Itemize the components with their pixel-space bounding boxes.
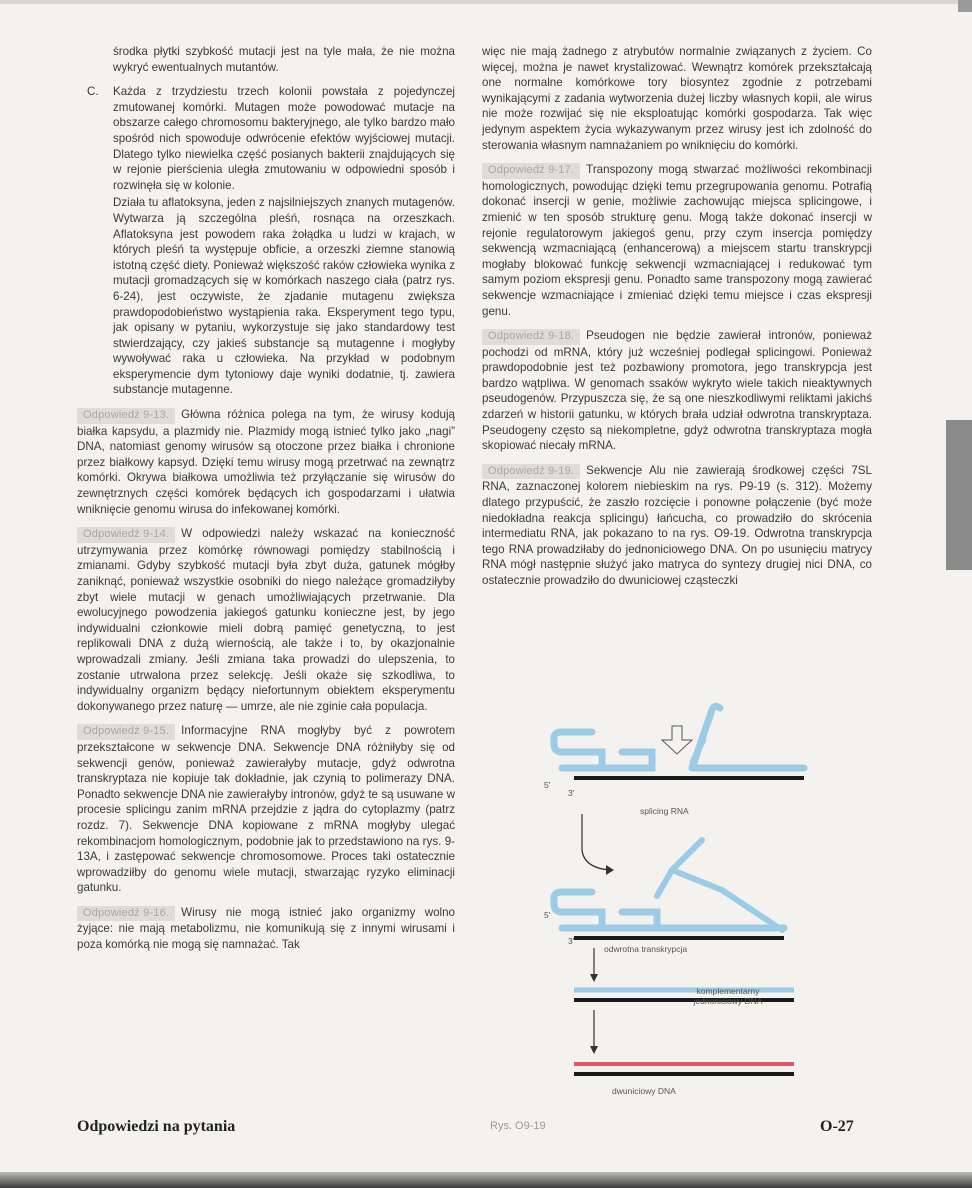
chapter-thumb-tab — [946, 420, 972, 570]
three-prime-label-top: 3' — [568, 788, 575, 798]
answer-label: Odpowiedź 9-18. — [482, 329, 580, 345]
item-c-text: Każda z trzydziestu trzech kolonii powstała z pojedynczej zmutowanej komórki. Mutagen może powodować mutacje na obszarze całego chromosomu bakteryjnego, ale tylko bardzo mało spośród nich spowoduje odwrócenie efektów wyjściowej mutacji. Dlatego tylko niewielka część posianych bakterii znajdujących się w rejonie pierścienia uległa zmutowaniu w odpowiedni sposób i rozwinęła się w kolonie. — [113, 85, 455, 192]
rt-label: odwrotna transkrypcja — [604, 944, 688, 954]
item-c-marker: C. — [87, 85, 99, 99]
ssdna-label: komplementarny jednoniciowy DNA — [693, 986, 763, 1006]
page-top-edge — [0, 0, 972, 4]
figure-caption: Rys. O9-19 — [490, 1120, 546, 1132]
rna-mid-arm — [657, 840, 702, 896]
page-corner-mark — [958, 0, 972, 12]
rna-small-loop — [602, 752, 652, 768]
answer-label: Odpowiedź 9-16. — [77, 906, 175, 922]
synthesis-arrow-head — [590, 1046, 598, 1054]
rna-structure-middle — [554, 840, 784, 930]
answer-label: Odpowiedź 9-13. — [77, 408, 175, 424]
five-prime-label-mid: 5' — [544, 910, 551, 920]
rna-mid-small-loop — [602, 912, 657, 928]
splicing-label: splicing RNA — [640, 806, 689, 816]
five-prime-label-top: 5' — [544, 780, 551, 790]
figure-diagram — [482, 700, 872, 1120]
answer-text: W odpowiedzi należy wskazać na konieczność utrzymywania przez komórkę równowagi pomiędzy stabilnością i zmianami. Gdyby szybkość mutacji była zbyt duża, gatunek mógłby zaniknąć, ponieważ wszystkie osobniki do niego należące gromadziłyby zbyt wiele mutacji w genach umożliwiających przetrwanie. Dla ewolucyjnego powodzenia jakiegoś gatunku konieczne jest, by jego indywidualni członkowie mieli dobrą pamięć genetyczną, to jest replikowali DNA z dużą wiernością, ale także i to, by okazjonalnie wprowadzali zmiany. Jeśli zmiana taka prowadzi do ulepszenia, to zostanie utrwalona przez selekcję. Jeśli okaże się szkodliwa, to indywidualny organizm będący niefortunnym obiektem eksperymentu dokonywanego przez naturę — umrze, ale nie zginie cała populacja. — [77, 527, 455, 713]
answer-9-17 — [482, 162, 872, 319]
dsdna-label: dwuniciowy DNA — [612, 1086, 676, 1096]
rna-mid-arm2 — [672, 870, 782, 930]
curved-arrow-head — [606, 865, 614, 875]
answer-text: Transpozony mogą stwarzać możliwości rekombinacji homologicznych, powodując dzięki temu przegrupowania genomu. Potrafią dokonać insercji w genie, możliwie zachowując miejsca splicingowe, i zmienić w ten sposób strukturę genu. Mogą także dokonać insercji w rejonie regulatorowym jakiegoś genu, przy czym insercja pomiędzy sekwencją wzmacniającą (enhancerową) a miejscem startu transkrypcji mogłaby blokować funkcję sekwencji wzmacniającej i redukować tym samym poziom ekspresji genu. Ponadto same transpozony mogą zawierać sekwencje wzmacniające i zmieniać dzięki temu miejsce i czas ekspresji genu. — [482, 163, 872, 318]
answer-label: Odpowiedź 9-19. — [482, 464, 580, 480]
footer-section-title: Odpowiedzi na pytania — [77, 1118, 236, 1135]
item-c — [77, 84, 455, 398]
answer-text: Pseudogen nie będzie zawierał intronów, ponieważ pochodzi od mRNA, który już wcześniej podlegał splicingowi. Ponieważ prawdopodobnie jest też pozbawiony promotora, jego transkrypcja jest bardzo wątpliwa. W genomach ssaków wykryto wiele takich nieaktywnych pseudogenów. Przypuszcza się, że są one nieszkodliwymi reliktami jakichś zdarzeń w historii gatunku, w których brała udział odwrotna transkryptaza. Pseudogeny często są niekompletne, gdyż odwrotna transkryptaza mogła skopiować niecały mRNA. — [482, 329, 872, 453]
answer-9-15 — [77, 723, 455, 896]
splice-site-arrow — [662, 726, 692, 754]
answer-text: Informacyjne RNA mogłyby być z powrotem przekształcone w sekwencje DNA. Sekwencje DNA różniłyby się od sekwencji genów, ponieważ zawierałyby mutacje, gdyż odwrotna transkryptaza nie kopiuje tak dokładnie, jak czynią to polimerazy DNA. Ponadto sekwencje DNA nie zawierałyby intronów, gdyż te są usuwane w procesie splicingu zanim mRNA przejdzie z jądra do cytoplazmy (patrz rozdz. 7). Sekwencje DNA kopiowane z mRNA mogłyby ulegać rekombinacjom homologicznym, podobnie jak to przedstawiono na rys. 9-13A, i zastępować sekwencje chromosomowe. Proces taki ostatecznie wprowadziłby do genomu wiele mutacji, stwarzając ryzyko eliminacji gatunku. — [77, 724, 455, 895]
rt-arrow-head — [590, 974, 598, 982]
left-continuation: środka płytki szybkość mutacji jest na tyle mała, że nie można wykryć ewentualnych mutantów. — [113, 45, 455, 74]
aflatoxin-paragraph: Działa tu aflatoksyna, jeden z najsilniejszych znanych mutagenów. Wytwarza ją szczególna pleśń, rosnąca na orzeszkach. Aflatoksyna jest powodem raka żołądka u ludzi w krajach, w których pleśń ta występuje obficie, a orzeszki ziemne stanowią istotną część diety. Ponieważ większość raków człowieka wynika z mutacji gromadzących się w komórkach naszego ciała (patrz rys. 6-24), jest oczywiste, że zjadanie mutagenu zwiększa prawdopodobieństwo wystąpienia raka. Eksperyment tego typu, jak opisany w pytaniu, wykorzystuje się jako standardowy test stwierdzający, czy jakieś substancje są mutagenne i mogłyby wywoływać raka u człowieka. Na przykład w podobnym eksperymencie dym tytoniowy daje wyniki dodatnie, tj. zawiera substancje mutagenne. — [113, 196, 455, 397]
answer-label: Odpowiedź 9-17. — [482, 163, 580, 179]
page-bottom-edge — [0, 1172, 972, 1188]
answer-9-19 — [482, 463, 872, 589]
footer-page-number: O-27 — [820, 1118, 854, 1135]
right-column — [482, 44, 872, 598]
answer-9-14 — [77, 526, 455, 714]
answer-label: Odpowiedź 9-15. — [77, 724, 175, 740]
rna-left-hairpin — [554, 732, 602, 768]
answer-label: Odpowiedź 9-14. — [77, 527, 175, 543]
three-prime-label-mid: 3' — [568, 936, 575, 946]
answer-text: Wirusy nie mogą istnieć jako organizmy wolno żyjące: nie mają metabolizmu, nie komunikują się z innymi wirusami i poza komórką nie mogą się namnażać. Tak — [77, 905, 455, 952]
answer-text: Sekwencje Alu nie zawierają środkowej części 7SL RNA, zaznaczonej kolorem niebieskim na rys. P9-19 (s. 312). Możemy dlatego przypuścić, że zaszło rozcięcie i ponowne połączenie (być może niedokładna reakcja splicingu) łańcucha, co prowadziło do skrócenia intermediatu RNA, jak pokazano to na rys. O9-19. Odwrotna transkrypcja tego RNA prowadziłaby do jednoniciowego DNA. On po usunięciu matrycy RNA mógł następnie służyć jako matryca do syntezy drugiej nici DNA, co ostatecznie prowadziło do dwuniciowej cząsteczki — [482, 463, 872, 587]
answer-9-13 — [77, 407, 455, 517]
answer-9-18 — [482, 328, 872, 454]
right-continuation: więc nie mają żadnego z atrybutów normalnie związanych z życiem. Co więcej, można je nawet krystalizować. Wewnątrz komórek przekształcają one normalne komórkowe tory biosyntez zgodnie z potrzebami wynikającymi z zadania wytworzenia dużej liczby własnych kopii, ale wirus nie może rozwijać się nie eksploatując komórki gospodarza. Tak więc jedynym aspektem życia wykazywanym przez wirusy jest ich zdolność do sterowania własnym namnażaniem po wniknięciu do komórki. — [482, 45, 872, 152]
rna-mid-hairpin — [554, 892, 602, 928]
answer-9-16 — [77, 905, 455, 953]
curved-arrow-line — [582, 814, 610, 870]
answer-text: Główna różnica polega na tym, że wirusy kodują białka kapsydu, a plazmidy nie. Plazmidy mogą istnieć tylko jako „nagi” DNA, natomiast genomy wirusów są otoczone przez białka i chronione przez białkowy kapsyd. Dzięki temu wirusy mogą przetrwać na zewnątrz komórki. Okrywa białkowa umożliwia też przyłączanie się wirusów do zewnętrznych części komórek będących ich gospodarzami i ułatwia wniknięcie genomu wirusa do infekowanej komórki. — [77, 408, 455, 516]
left-column — [77, 44, 455, 962]
